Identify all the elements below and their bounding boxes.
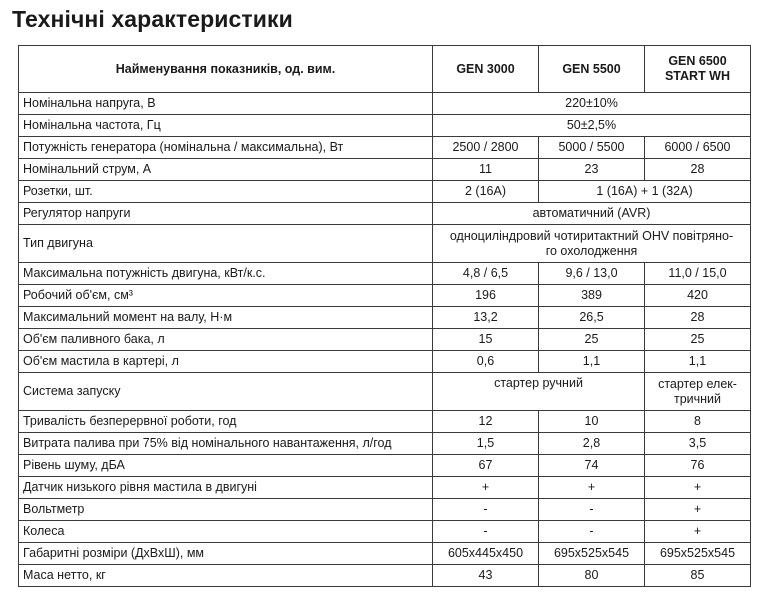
row-value: 1,1 — [539, 351, 645, 373]
row-value: 1,5 — [433, 433, 539, 455]
row-value — [645, 373, 751, 411]
row-value: + — [433, 477, 539, 499]
header-gen5500: GEN 5500 — [539, 46, 645, 93]
row-value: 26,5 — [539, 307, 645, 329]
header-gen3000: GEN 3000 — [433, 46, 539, 93]
row-value: 6000 / 6500 — [645, 137, 751, 159]
row-label: Колеса — [19, 521, 433, 543]
row-value: 695х525х545 — [645, 543, 751, 565]
table-row — [19, 499, 751, 521]
header-gen6500-line2: START WH — [664, 69, 731, 83]
row-label: Максимальний момент на валу, Н·м — [19, 307, 433, 329]
row-value: 80 — [539, 565, 645, 587]
header-gen6500-line1: GEN 6500 — [668, 54, 727, 68]
table-row — [19, 521, 751, 543]
table-row — [19, 307, 751, 329]
row-value — [433, 225, 751, 263]
row-value: 23 — [539, 159, 645, 181]
table-row — [19, 225, 751, 263]
row-value: 67 — [433, 455, 539, 477]
engine-type-line2: го охолодження — [545, 243, 638, 258]
header-param: Найменування показників, од. вим. — [19, 46, 433, 93]
row-value: 76 — [645, 455, 751, 477]
row-label: Вольтметр — [19, 499, 433, 521]
row-value: - — [433, 521, 539, 543]
page-title: Технічні характеристики — [12, 6, 293, 32]
row-value: 13,2 — [433, 307, 539, 329]
row-value: 0,6 — [433, 351, 539, 373]
row-label: Потужність генератора (номінальна / максимальна), Вт — [19, 137, 433, 159]
row-value: 1,1 — [645, 351, 751, 373]
row-value: 11 — [433, 159, 539, 181]
row-label: Система запуску — [19, 373, 433, 411]
row-label: Робочий об'єм, см³ — [19, 285, 433, 307]
table-row — [19, 477, 751, 499]
table-row — [19, 351, 751, 373]
row-value: 8 — [645, 411, 751, 433]
row-value: 605х445х450 — [433, 543, 539, 565]
row-label: Номінальна частота, Гц — [19, 115, 433, 137]
row-label: Витрата палива при 75% від номінального навантаження, л/год — [19, 433, 433, 455]
row-value: 3,5 — [645, 433, 751, 455]
table-row — [19, 285, 751, 307]
table-row — [19, 181, 751, 203]
row-label: Габаритні розміри (ДхВхШ), мм — [19, 543, 433, 565]
row-value: автоматичний (AVR) — [433, 203, 751, 225]
row-value: стартер ручний — [433, 373, 645, 411]
row-label: Номінальна напруга, В — [19, 93, 433, 115]
table-row — [19, 329, 751, 351]
row-value: 9,6 / 13,0 — [539, 263, 645, 285]
table-row — [19, 115, 751, 137]
row-value: 695х525х545 — [539, 543, 645, 565]
table-row — [19, 411, 751, 433]
row-value: 25 — [645, 329, 751, 351]
table-row — [19, 373, 751, 411]
row-label: Рівень шуму, дБА — [19, 455, 433, 477]
table-row — [19, 543, 751, 565]
row-value: 2 (16А) — [433, 181, 539, 203]
header-gen6500 — [645, 46, 751, 93]
row-value: 389 — [539, 285, 645, 307]
specifications-table — [18, 45, 751, 587]
row-value: + — [645, 499, 751, 521]
row-value: 43 — [433, 565, 539, 587]
row-value: 11,0 / 15,0 — [645, 263, 751, 285]
row-value: 50±2,5% — [433, 115, 751, 137]
row-value: 196 — [433, 285, 539, 307]
row-label: Максимальна потужність двигуна, кВт/к.с. — [19, 263, 433, 285]
row-value: 85 — [645, 565, 751, 587]
row-label: Об'єм паливного бака, л — [19, 329, 433, 351]
row-value: 2500 / 2800 — [433, 137, 539, 159]
row-label: Розетки, шт. — [19, 181, 433, 203]
table-row — [19, 93, 751, 115]
row-label: Об'єм мастила в картері, л — [19, 351, 433, 373]
row-label: Регулятор напруги — [19, 203, 433, 225]
row-value: + — [645, 477, 751, 499]
row-value: 12 — [433, 411, 539, 433]
row-value: 25 — [539, 329, 645, 351]
row-label: Маса нетто, кг — [19, 565, 433, 587]
row-value: + — [645, 521, 751, 543]
row-label: Тип двигуна — [19, 225, 433, 263]
row-value: - — [539, 521, 645, 543]
row-value: 28 — [645, 159, 751, 181]
row-label: Номінальний струм, А — [19, 159, 433, 181]
engine-type-line1: одноциліндровий чотиритактний OHV повітряно- — [449, 228, 734, 243]
table-row — [19, 565, 751, 587]
start-electric-line2: тричний — [673, 391, 722, 406]
row-value: 2,8 — [539, 433, 645, 455]
row-value: 28 — [645, 307, 751, 329]
row-value: + — [539, 477, 645, 499]
row-value: 4,8 / 6,5 — [433, 263, 539, 285]
start-electric-line1: стартер елек- — [658, 376, 737, 391]
table-header-row — [19, 46, 751, 93]
row-value: 10 — [539, 411, 645, 433]
row-value: 420 — [645, 285, 751, 307]
table-row — [19, 159, 751, 181]
table-row — [19, 263, 751, 285]
table-row — [19, 433, 751, 455]
row-value: 1 (16А) + 1 (32А) — [539, 181, 751, 203]
row-label: Датчик низького рівня мастила в двигуні — [19, 477, 433, 499]
row-value: - — [433, 499, 539, 521]
row-value: 220±10% — [433, 93, 751, 115]
row-label: Тривалість безперервної роботи, год — [19, 411, 433, 433]
table-row — [19, 137, 751, 159]
table-row — [19, 455, 751, 477]
table-row — [19, 203, 751, 225]
row-value: 5000 / 5500 — [539, 137, 645, 159]
row-value: - — [539, 499, 645, 521]
row-value: 74 — [539, 455, 645, 477]
row-value: 15 — [433, 329, 539, 351]
